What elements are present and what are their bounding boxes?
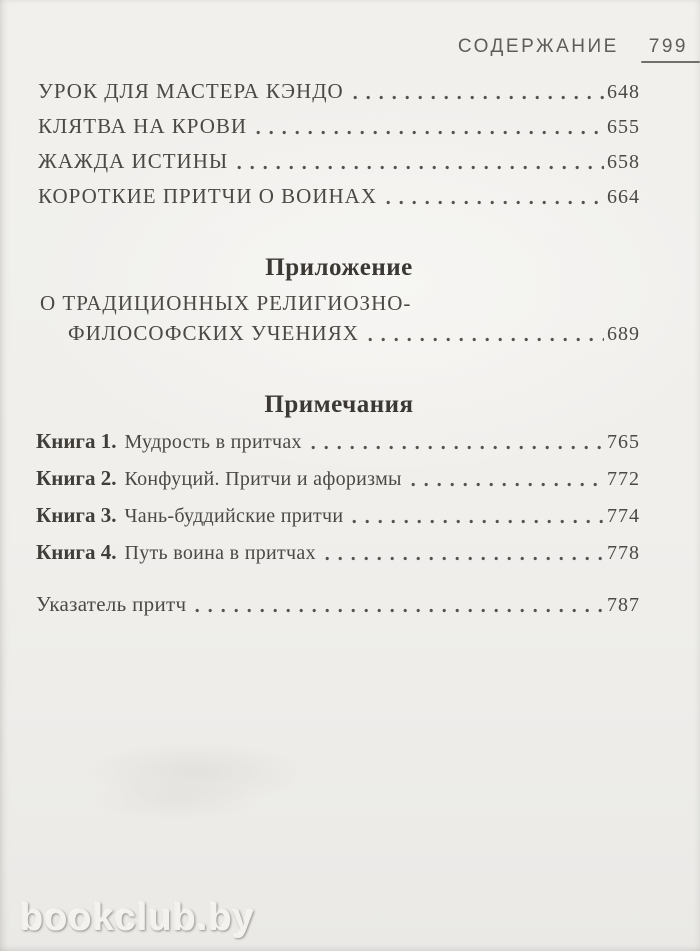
entry-label: КЛЯТВА НА КРОВИ <box>38 114 248 138</box>
header-rule <box>641 61 700 63</box>
toc-entry <box>38 79 640 104</box>
entry-page: 658 <box>607 151 640 173</box>
entry-page: 664 <box>607 186 640 208</box>
dot-leader <box>411 481 604 488</box>
book-entry <box>36 466 640 491</box>
toc-entry <box>38 114 640 139</box>
book-entry-label: Книга 1. <box>36 429 117 453</box>
dot-leader <box>325 555 604 562</box>
book-entry-label: Книга 4. <box>36 540 117 564</box>
dot-leader <box>368 336 604 343</box>
dot-leader <box>353 94 604 101</box>
entry-page: 778 <box>607 542 640 564</box>
entry-label: КОРОТКИЕ ПРИТЧИ О ВОИНАХ <box>38 184 377 208</box>
appendix-entry-line2-row <box>68 321 640 346</box>
book-entry-title: Конфуций. Притчи и афоризмы <box>124 468 402 490</box>
toc-entry <box>38 184 640 209</box>
entry-page: 765 <box>607 431 640 453</box>
contents-title: СОДЕРЖАНИЕ <box>457 36 619 57</box>
entry-label: УРОК ДЛЯ МАСТЕРА КЭНДО <box>38 79 344 103</box>
dot-leader <box>195 607 604 614</box>
entry-page: 772 <box>607 468 640 490</box>
section-heading-appendix: Приложение <box>265 254 413 281</box>
book-entry <box>36 503 640 528</box>
book-entry-label: Книга 3. <box>36 503 117 527</box>
book-entry-title: Чань-буддийские притчи <box>124 505 344 527</box>
folio-page-number: 799 <box>648 36 688 57</box>
entry-page: 655 <box>607 116 640 138</box>
dot-leader <box>256 129 604 136</box>
watermark: bookclub.by <box>20 897 255 939</box>
book-entry-title: Мудрость в притчах <box>124 431 302 453</box>
entry-page: 787 <box>607 594 640 616</box>
toc-entry <box>38 149 640 174</box>
dot-leader <box>311 444 604 451</box>
book-entry-title: Путь воина в притчах <box>124 542 316 564</box>
page-header <box>0 36 688 58</box>
appendix-entry-line1: О ТРАДИЦИОННЫХ РЕЛИГИОЗНО- <box>40 291 412 315</box>
appendix-entry-line2: ФИЛОСОФСКИХ УЧЕНИЯХ <box>68 321 359 345</box>
entry-page: 648 <box>607 81 640 103</box>
section-heading-notes: Примечания <box>264 391 414 418</box>
index-entry <box>36 592 640 617</box>
dot-leader <box>352 518 604 525</box>
entry-page: 774 <box>607 505 640 527</box>
entry-page: 689 <box>607 323 640 345</box>
dot-leader <box>237 164 604 171</box>
entry-label: ЖАЖДА ИСТИНЫ <box>38 149 229 173</box>
book-entry <box>36 540 640 565</box>
book-entry <box>36 429 640 454</box>
dot-leader <box>386 199 604 206</box>
index-entry-label: Указатель притч <box>36 592 187 616</box>
book-entry-label: Книга 2. <box>36 466 117 490</box>
